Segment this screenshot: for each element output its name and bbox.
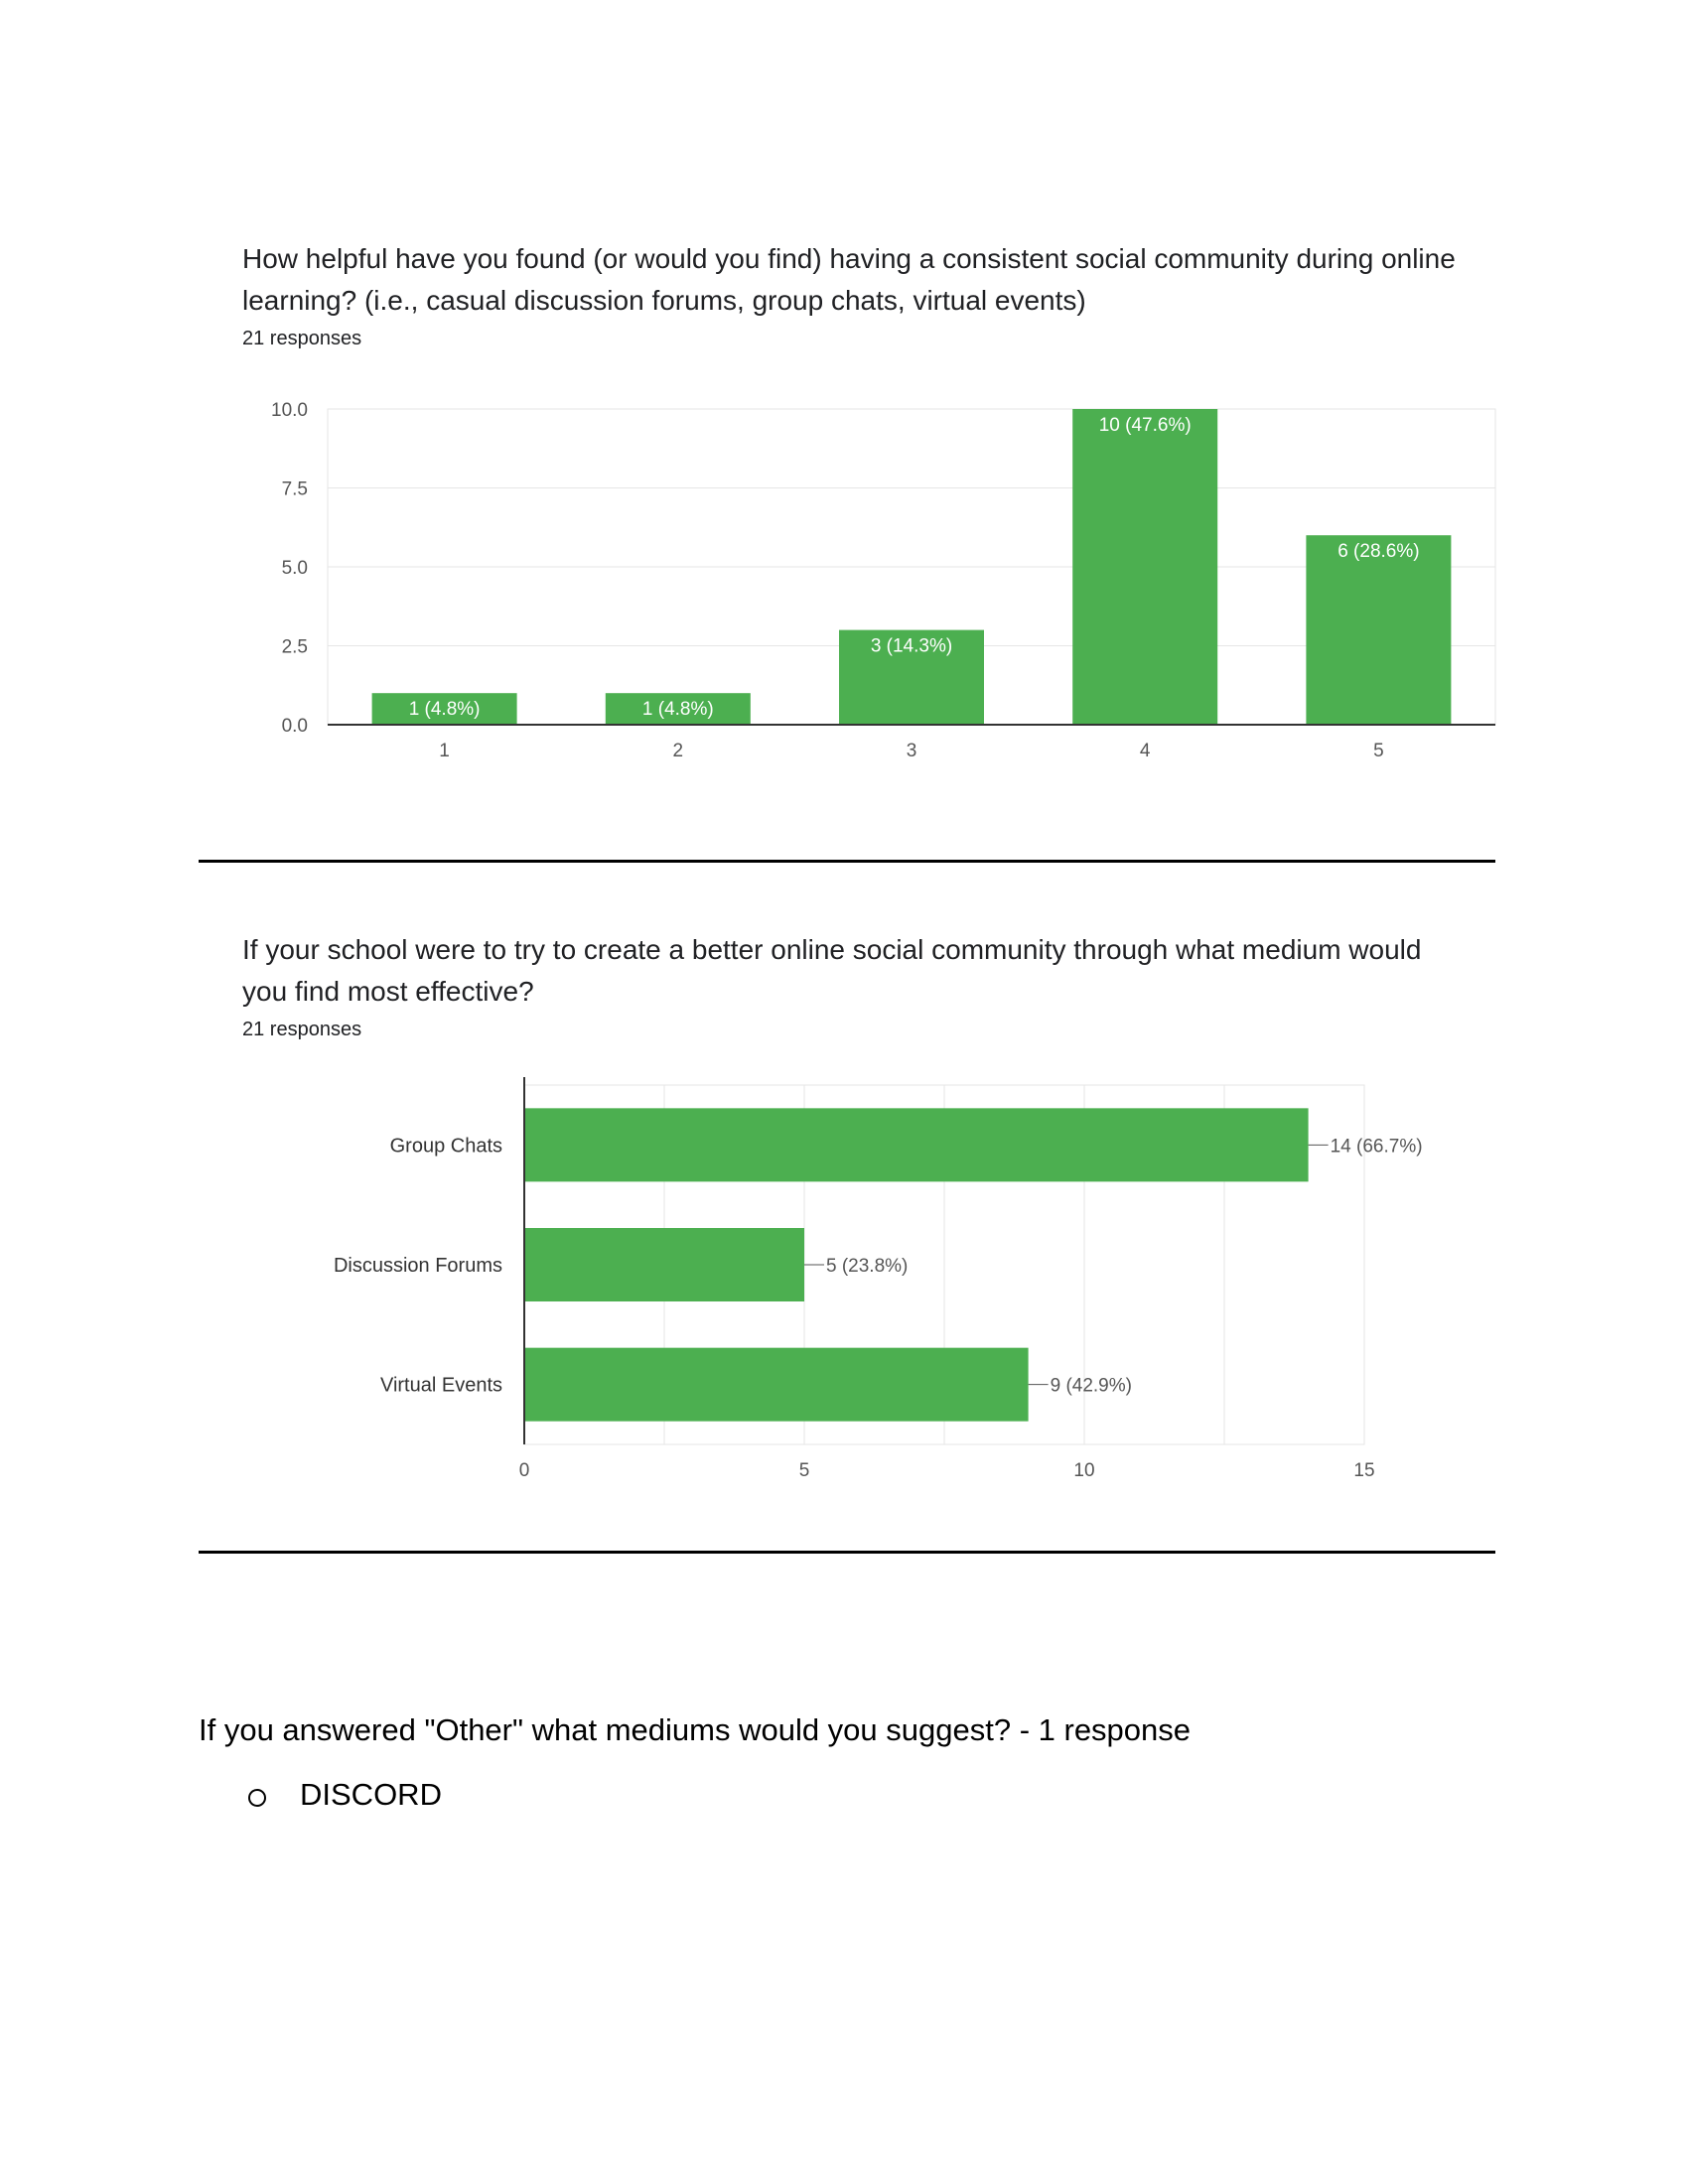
- x-tick-label: 3: [906, 741, 917, 761]
- bar-data-label: 3 (14.3%): [870, 635, 953, 657]
- y-tick-label: 5.0: [281, 558, 308, 579]
- vertical-bar-chart: [0, 0, 1688, 794]
- horizontal-bar-chart: [0, 1052, 1688, 1499]
- bar: [524, 1348, 1029, 1422]
- y-tick-label: 2.5: [281, 636, 308, 658]
- bar-data-label: 6 (28.6%): [1337, 541, 1420, 563]
- x-tick-label: 0: [518, 1460, 530, 1481]
- x-tick-label: 10: [1073, 1460, 1095, 1481]
- x-tick-label: 5: [798, 1460, 810, 1481]
- bar-data-label: 5 (23.8%): [826, 1256, 909, 1277]
- bullet-circle-icon: [248, 1789, 266, 1807]
- x-tick-label: 15: [1353, 1460, 1375, 1481]
- x-tick-label: 4: [1139, 741, 1151, 761]
- y-category-label: Virtual Events: [379, 1374, 502, 1397]
- y-category-label: Group Chats: [389, 1135, 502, 1158]
- x-tick-label: 1: [439, 741, 450, 761]
- y-tick-label: 10.0: [271, 400, 308, 421]
- bar-data-label: 10 (47.6%): [1098, 415, 1192, 436]
- question-1-response-count: 21 responses: [242, 328, 362, 349]
- bar-data-label: 1 (4.8%): [408, 699, 481, 721]
- bar: [1306, 535, 1451, 725]
- other-question-text: If you answered "Other" what mediums would you suggest? - 1 response: [199, 1712, 1192, 1747]
- x-tick-label: 2: [672, 741, 684, 761]
- section-divider-2: [199, 1551, 1495, 1554]
- question-1-title: How helpful have you found (or would you find) having a consistent social community during online learning? (i.e., casual discussion forums, group chats, virtual events): [242, 243, 1456, 316]
- section-divider-1: [199, 860, 1495, 863]
- bar-data-label: 1 (4.8%): [641, 699, 714, 721]
- x-tick-label: 5: [1373, 741, 1384, 761]
- bar-data-label: 9 (42.9%): [1050, 1375, 1132, 1397]
- y-tick-label: 0.0: [281, 716, 308, 737]
- bar: [524, 1108, 1309, 1181]
- other-answer: DISCORD: [300, 1777, 442, 1812]
- question-2-title: If your school were to try to create a better online social community through what medium would you find most effective?: [242, 934, 1422, 1007]
- question-2-response-count: 21 responses: [242, 1019, 362, 1040]
- bar: [1072, 409, 1217, 725]
- y-category-label: Discussion Forums: [333, 1255, 502, 1277]
- bar: [524, 1228, 804, 1301]
- bar-data-label: 14 (66.7%): [1330, 1136, 1423, 1158]
- y-tick-label: 7.5: [281, 478, 308, 500]
